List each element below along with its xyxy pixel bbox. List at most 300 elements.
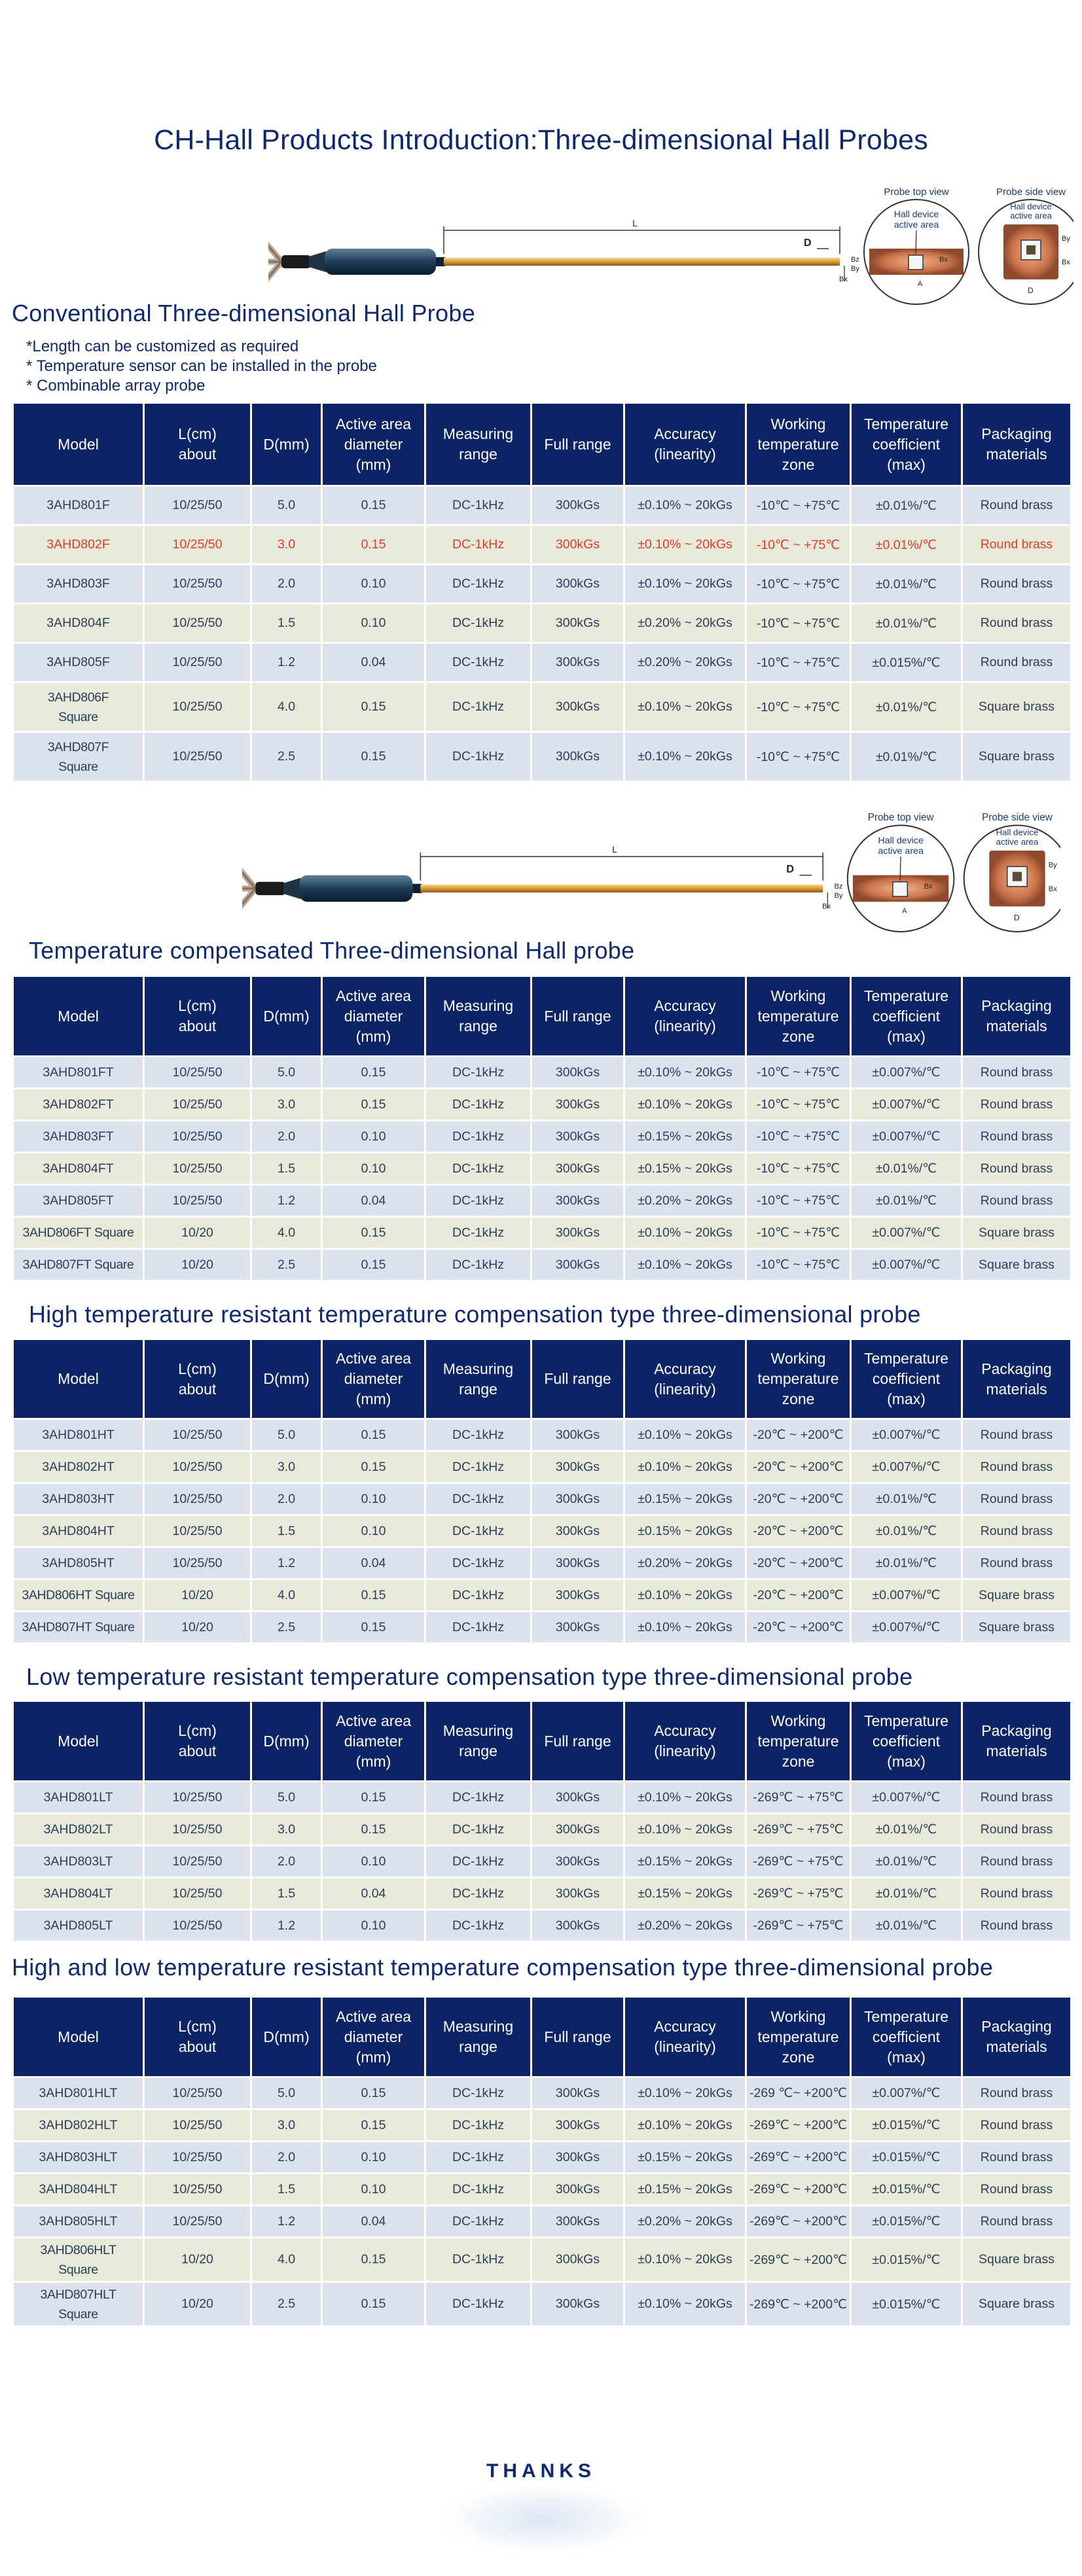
- table-cell: -269 ℃~ +200℃: [746, 2077, 851, 2109]
- column-header: Temperature coefficient (max): [851, 1997, 962, 2077]
- table-cell: 0.10: [322, 1483, 425, 1515]
- table-cell: DC-1kHz: [425, 2238, 532, 2282]
- table-row: [13, 1814, 1072, 1846]
- table-cell: DC-1kHz: [425, 565, 532, 604]
- table-cell: 10/25/50: [144, 1782, 251, 1814]
- table-cell: 0.10: [322, 1121, 425, 1153]
- table-cell: DC-1kHz: [425, 1612, 532, 1644]
- table-cell: ±0.20% ~ 20kGs: [624, 1547, 746, 1579]
- notes-list: [26, 337, 377, 396]
- table-cell: 0.04: [322, 1547, 425, 1579]
- table-cell: ±0.015%/℃: [851, 2142, 962, 2174]
- table-cell: Round brass: [962, 1846, 1072, 1878]
- side-view-label: Probe side view: [996, 186, 1066, 198]
- table-cell: 5.0: [251, 1057, 322, 1089]
- table-cell: 3AHD805F: [13, 643, 144, 682]
- table-cell: 300kGs: [532, 1121, 624, 1153]
- column-header: Accuracy (linearity): [624, 403, 746, 486]
- note-item: * Combinable array probe: [26, 377, 206, 395]
- table-cell: 300kGs: [532, 643, 624, 682]
- table-cell: ±0.01%/℃: [851, 1185, 962, 1217]
- table-cell: ±0.01%/℃: [851, 1814, 962, 1846]
- table-cell: 10/25/50: [144, 1878, 251, 1910]
- by-label: By: [834, 892, 843, 900]
- table-cell: 0.15: [322, 1451, 425, 1483]
- table-row: [13, 2206, 1072, 2238]
- table-cell: 0.15: [322, 1419, 425, 1451]
- column-header: Temperature coefficient (max): [851, 1701, 962, 1782]
- table-cell: 4.0: [251, 1579, 322, 1612]
- column-header: Accuracy (linearity): [624, 1701, 746, 1782]
- table-cell: 3AHD802LT: [13, 1814, 144, 1846]
- bx-label: Bx: [822, 902, 831, 911]
- svg-text:Hall device: Hall device: [1010, 202, 1052, 211]
- column-header: Accuracy (linearity): [624, 976, 746, 1057]
- table-row: [13, 486, 1072, 525]
- table-row: [13, 565, 1072, 604]
- table-cell: DC-1kHz: [425, 1089, 532, 1121]
- table-cell: DC-1kHz: [425, 1249, 532, 1281]
- table-row: [13, 1782, 1072, 1814]
- table-cell: 300kGs: [532, 1782, 624, 1814]
- table-cell: 3AHD802HLT: [13, 2109, 144, 2142]
- table-cell: 3AHD806F Square: [13, 682, 144, 732]
- table-cell: 2.0: [251, 1121, 322, 1153]
- table-header-row: [13, 1997, 1072, 2077]
- table-cell: ±0.01%/℃: [851, 1483, 962, 1515]
- table-cell: -10℃ ~ +75℃: [746, 1153, 851, 1185]
- table-cell: 0.10: [322, 2174, 425, 2206]
- table-cell: 10/25/50: [144, 604, 251, 643]
- table-cell: -20℃ ~ +200℃: [746, 1451, 851, 1483]
- table-cell: 10/25/50: [144, 1185, 251, 1217]
- table-cell: 3AHD803LT: [13, 1846, 144, 1878]
- table-row: [13, 2238, 1072, 2282]
- table-cell: 300kGs: [532, 486, 624, 525]
- table-cell: ±0.01%/℃: [851, 1846, 962, 1878]
- table-cell: 1.2: [251, 643, 322, 682]
- table-cell: 1.2: [251, 1547, 322, 1579]
- probe-diagram-2: [242, 808, 1060, 936]
- bz-label: Bz: [834, 882, 843, 891]
- probe-rod: [444, 258, 840, 266]
- table-cell: 3AHD804HT: [13, 1515, 144, 1547]
- table-cell: 0.15: [322, 1612, 425, 1644]
- table-cell: 3AHD802HT: [13, 1451, 144, 1483]
- column-header: D(mm): [251, 1997, 322, 2077]
- thanks-footer: THANKS: [486, 2460, 596, 2482]
- footer-glow: [445, 2486, 641, 2552]
- table-cell: 10/25/50: [144, 1121, 251, 1153]
- table-cell: 10/25/50: [144, 1846, 251, 1878]
- table-cell: 300kGs: [532, 1579, 624, 1612]
- table-cell: 1.5: [251, 2174, 322, 2206]
- column-header: Packaging materials: [962, 976, 1072, 1057]
- table-row: [13, 1612, 1072, 1644]
- column-header: Temperature coefficient (max): [851, 1339, 962, 1419]
- table-cell: 300kGs: [532, 1612, 624, 1644]
- table-cell: 10/25/50: [144, 1547, 251, 1579]
- table-cell: 3AHD807FT Square: [13, 1249, 144, 1281]
- table-cell: 300kGs: [532, 1249, 624, 1281]
- table-row: [13, 1121, 1072, 1153]
- table-cell: 300kGs: [532, 1878, 624, 1910]
- table-cell: DC-1kHz: [425, 1121, 532, 1153]
- table-cell: ±0.15% ~ 20kGs: [624, 2174, 746, 2206]
- table-cell: 10/25/50: [144, 1483, 251, 1515]
- table-cell: -269℃ ~ +200℃: [746, 2206, 851, 2238]
- table-cell: DC-1kHz: [425, 1515, 532, 1547]
- table-cell: ±0.007%/℃: [851, 1217, 962, 1249]
- table-cell: Square brass: [962, 1249, 1072, 1281]
- table-cell: 3.0: [251, 525, 322, 565]
- table-cell: ±0.15% ~ 20kGs: [624, 1483, 746, 1515]
- table-cell: ±0.01%/℃: [851, 1547, 962, 1579]
- probe-sleeve: [325, 249, 436, 275]
- table-cell: ±0.01%/℃: [851, 604, 962, 643]
- table-row: [13, 1515, 1072, 1547]
- table-cell: 300kGs: [532, 1217, 624, 1249]
- table-cell: Round brass: [962, 1782, 1072, 1814]
- table-cell: Square brass: [962, 1217, 1072, 1249]
- table-cell: ±0.10% ~ 20kGs: [624, 1089, 746, 1121]
- column-header: Packaging materials: [962, 403, 1072, 486]
- table-cell: ±0.10% ~ 20kGs: [624, 2109, 746, 2142]
- table-row: [13, 1910, 1072, 1942]
- table-cell: DC-1kHz: [425, 2174, 532, 2206]
- table-cell: ±0.007%/℃: [851, 1249, 962, 1281]
- table-cell: -20℃ ~ +200℃: [746, 1483, 851, 1515]
- table-cell: -10℃ ~ +75℃: [746, 732, 851, 782]
- table-cell: 300kGs: [532, 2282, 624, 2327]
- table-cell: 10/25/50: [144, 1419, 251, 1451]
- table-row: [13, 1451, 1072, 1483]
- table-cell: 0.15: [322, 1814, 425, 1846]
- table-row: [13, 1185, 1072, 1217]
- column-header: Measuring range: [425, 976, 532, 1057]
- table-cell: 0.10: [322, 565, 425, 604]
- column-header: Full range: [532, 1701, 624, 1782]
- table-high-low-temp: [12, 1996, 1072, 2327]
- table-cell: 3AHD803F: [13, 565, 144, 604]
- table-row: [13, 682, 1072, 732]
- table-row: [13, 1846, 1072, 1878]
- table-cell: Round brass: [962, 604, 1072, 643]
- table-cell: DC-1kHz: [425, 643, 532, 682]
- table-cell: 3AHD806HT Square: [13, 1579, 144, 1612]
- table-cell: DC-1kHz: [425, 1217, 532, 1249]
- table-cell: Round brass: [962, 1121, 1072, 1153]
- svg-text:active area: active area: [1010, 211, 1052, 221]
- table-row: [13, 1249, 1072, 1281]
- by-label: By: [851, 265, 859, 273]
- table-cell: ±0.10% ~ 20kGs: [624, 682, 746, 732]
- table-cell: -10℃ ~ +75℃: [746, 643, 851, 682]
- table-row: [13, 643, 1072, 682]
- table-cell: ±0.015%/℃: [851, 2238, 962, 2282]
- column-header: Model: [13, 1997, 144, 2077]
- table-cell: 2.5: [251, 732, 322, 782]
- table-cell: ±0.015%/℃: [851, 2206, 962, 2238]
- table-cell: -269℃ ~ +75℃: [746, 1878, 851, 1910]
- table-cell: Round brass: [962, 486, 1072, 525]
- table-cell: 10/25/50: [144, 1153, 251, 1185]
- column-header: Temperature coefficient (max): [851, 976, 962, 1057]
- table-cell: 3AHD801HT: [13, 1419, 144, 1451]
- column-header: Active area diameter (mm): [322, 976, 425, 1057]
- table-cell: 0.15: [322, 1782, 425, 1814]
- table-cell: DC-1kHz: [425, 486, 532, 525]
- table-cell: ±0.007%/℃: [851, 1057, 962, 1089]
- column-header: Working temperature zone: [746, 1701, 851, 1782]
- probe-top-view: [864, 200, 969, 304]
- table-cell: 10/25/50: [144, 1451, 251, 1483]
- table-cell: 2.0: [251, 565, 322, 604]
- table-cell: -20℃ ~ +200℃: [746, 1612, 851, 1644]
- table-cell: -269℃ ~ +75℃: [746, 1846, 851, 1878]
- table-cell: Round brass: [962, 1057, 1072, 1089]
- column-header: Model: [13, 1339, 144, 1419]
- table-cell: -269℃ ~ +200℃: [746, 2142, 851, 2174]
- table-cell: 3AHD805HLT: [13, 2206, 144, 2238]
- column-header: L(cm) about: [144, 403, 251, 486]
- probe-side-view: [964, 825, 1060, 932]
- table-cell: 0.10: [322, 1153, 425, 1185]
- table-cell: ±0.007%/℃: [851, 1579, 962, 1612]
- table-cell: 10/20: [144, 1217, 251, 1249]
- table-cell: -10℃ ~ +75℃: [746, 682, 851, 732]
- column-header: Working temperature zone: [746, 976, 851, 1057]
- table-cell: 0.15: [322, 1089, 425, 1121]
- table-cell: 3.0: [251, 2109, 322, 2142]
- table-cell: 2.5: [251, 2282, 322, 2327]
- table-cell: 1.2: [251, 1185, 322, 1217]
- table-cell: 10/20: [144, 1249, 251, 1281]
- table-cell: 1.5: [251, 1153, 322, 1185]
- table-cell: Square brass: [962, 1612, 1072, 1644]
- table-cell: Round brass: [962, 1185, 1072, 1217]
- table-cell: ±0.20% ~ 20kGs: [624, 2206, 746, 2238]
- table-cell: 0.15: [322, 2282, 425, 2327]
- column-header: L(cm) about: [144, 976, 251, 1057]
- table-row: [13, 1057, 1072, 1089]
- diameter-label: D: [786, 863, 795, 875]
- table-cell: 3AHD801F: [13, 486, 144, 525]
- column-header: Working temperature zone: [746, 1339, 851, 1419]
- table-cell: 10/25/50: [144, 486, 251, 525]
- table-header-row: [13, 403, 1072, 486]
- table-cell: Round brass: [962, 1483, 1072, 1515]
- column-header: Active area diameter (mm): [322, 1339, 425, 1419]
- table-cell: DC-1kHz: [425, 1451, 532, 1483]
- table-cell: 10/25/50: [144, 682, 251, 732]
- table-row: [13, 2174, 1072, 2206]
- table-cell: 300kGs: [532, 2174, 624, 2206]
- column-header: D(mm): [251, 1339, 322, 1419]
- svg-text:By: By: [1062, 235, 1070, 243]
- table-cell: 0.04: [322, 2206, 425, 2238]
- table-cell: 5.0: [251, 1419, 322, 1451]
- table-cell: Round brass: [962, 1910, 1072, 1942]
- table-cell: DC-1kHz: [425, 2206, 532, 2238]
- table-cell: ±0.10% ~ 20kGs: [624, 1782, 746, 1814]
- table-high-temp: [12, 1338, 1072, 1644]
- table-cell: 4.0: [251, 1217, 322, 1249]
- side-view-label: Probe side view: [982, 812, 1053, 824]
- column-header: D(mm): [251, 403, 322, 486]
- table-cell: DC-1kHz: [425, 1185, 532, 1217]
- table-cell: 3AHD806HLT Square: [13, 2238, 144, 2282]
- table-cell: 0.10: [322, 2142, 425, 2174]
- table-cell: DC-1kHz: [425, 1547, 532, 1579]
- table-cell: 300kGs: [532, 1153, 624, 1185]
- table-cell: ±0.015%/℃: [851, 643, 962, 682]
- table-cell: DC-1kHz: [425, 2077, 532, 2109]
- page-title: CH-Hall Products Introduction:Three-dimensional Hall Probes: [154, 124, 928, 156]
- svg-text:Bx: Bx: [924, 882, 933, 891]
- cable-wires: [242, 868, 300, 908]
- table-cell: Round brass: [962, 2077, 1072, 2109]
- table-cell: 10/25/50: [144, 2109, 251, 2142]
- table-cell: ±0.10% ~ 20kGs: [624, 525, 746, 565]
- table-cell: ±0.10% ~ 20kGs: [624, 565, 746, 604]
- table-cell: -10℃ ~ +75℃: [746, 1057, 851, 1089]
- table-cell: Round brass: [962, 2109, 1072, 2142]
- table-cell: ±0.10% ~ 20kGs: [624, 1419, 746, 1451]
- column-header: Measuring range: [425, 403, 532, 486]
- column-header: Model: [13, 976, 144, 1057]
- table-cell: ±0.007%/℃: [851, 1612, 962, 1644]
- table-cell: Round brass: [962, 1089, 1072, 1121]
- column-header: Temperature coefficient (max): [851, 403, 962, 486]
- table-cell: 10/20: [144, 1612, 251, 1644]
- table-cell: ±0.10% ~ 20kGs: [624, 1249, 746, 1281]
- table-cell: DC-1kHz: [425, 1483, 532, 1515]
- table-cell: 0.15: [322, 525, 425, 565]
- column-header: Model: [13, 403, 144, 486]
- column-header: Accuracy (linearity): [624, 1997, 746, 2077]
- table-cell: ±0.01%/℃: [851, 565, 962, 604]
- table-cell: 0.15: [322, 2238, 425, 2282]
- table-cell: 300kGs: [532, 732, 624, 782]
- table-cell: 300kGs: [532, 1089, 624, 1121]
- table-cell: 300kGs: [532, 1814, 624, 1846]
- table-cell: 1.2: [251, 1910, 322, 1942]
- section-title-high-low-temp: High and low temperature resistant temperature compensation type three-dimensional probe: [12, 1954, 994, 1981]
- table-cell: -10℃ ~ +75℃: [746, 1185, 851, 1217]
- table-cell: Round brass: [962, 643, 1072, 682]
- column-header: L(cm) about: [144, 1997, 251, 2077]
- table-cell: DC-1kHz: [425, 1782, 532, 1814]
- table-cell: 4.0: [251, 2238, 322, 2282]
- table-cell: DC-1kHz: [425, 525, 532, 565]
- table-cell: ±0.15% ~ 20kGs: [624, 1153, 746, 1185]
- top-view-label: Probe top view: [884, 186, 949, 198]
- table-cell: ±0.01%/℃: [851, 1515, 962, 1547]
- table-cell: 0.04: [322, 643, 425, 682]
- table-cell: -269℃ ~ +200℃: [746, 2174, 851, 2206]
- table-cell: 10/25/50: [144, 2077, 251, 2109]
- table-cell: 3.0: [251, 1451, 322, 1483]
- table-cell: ±0.01%/℃: [851, 1910, 962, 1942]
- table-cell: 2.0: [251, 1846, 322, 1878]
- table-cell: Round brass: [962, 1814, 1072, 1846]
- table-cell: DC-1kHz: [425, 1814, 532, 1846]
- table-cell: 300kGs: [532, 1185, 624, 1217]
- table-row: [13, 525, 1072, 565]
- table-cell: 2.5: [251, 1612, 322, 1644]
- probe-side-view: [979, 200, 1073, 304]
- column-header: L(cm) about: [144, 1339, 251, 1419]
- table-cell: 300kGs: [532, 1419, 624, 1451]
- table-cell: 10/25/50: [144, 1910, 251, 1942]
- table-row: [13, 2142, 1072, 2174]
- table-cell: 3AHD802F: [13, 525, 144, 565]
- table-cell: 10/25/50: [144, 1057, 251, 1089]
- table-header-row: [13, 976, 1072, 1057]
- table-cell: ±0.01%/℃: [851, 486, 962, 525]
- note-item: *Length can be customized as required: [26, 338, 299, 355]
- table-cell: 3.0: [251, 1814, 322, 1846]
- column-header: Active area diameter (mm): [322, 1701, 425, 1782]
- table-cell: DC-1kHz: [425, 1579, 532, 1612]
- table-cell: Round brass: [962, 1419, 1072, 1451]
- table-cell: 3AHD803HT: [13, 1483, 144, 1515]
- table-cell: 300kGs: [532, 2142, 624, 2174]
- table-cell: ±0.01%/℃: [851, 682, 962, 732]
- probe-diagram-1: [268, 183, 1073, 308]
- table-cell: DC-1kHz: [425, 1419, 532, 1451]
- table-cell: ±0.15% ~ 20kGs: [624, 1878, 746, 1910]
- table-cell: ±0.15% ~ 20kGs: [624, 1846, 746, 1878]
- table-cell: ±0.01%/℃: [851, 1153, 962, 1185]
- table-cell: 300kGs: [532, 604, 624, 643]
- table-cell: ±0.20% ~ 20kGs: [624, 1910, 746, 1942]
- table-cell: 10/25/50: [144, 1089, 251, 1121]
- table-cell: 1.5: [251, 1515, 322, 1547]
- table-conventional: [12, 402, 1072, 783]
- table-cell: ±0.10% ~ 20kGs: [624, 1217, 746, 1249]
- table-cell: 300kGs: [532, 1910, 624, 1942]
- table-cell: ±0.007%/℃: [851, 2077, 962, 2109]
- table-cell: Round brass: [962, 1153, 1072, 1185]
- table-cell: 3AHD807HLT Square: [13, 2282, 144, 2327]
- table-row: [13, 1878, 1072, 1910]
- table-cell: 4.0: [251, 682, 322, 732]
- probe-rod: [420, 885, 823, 892]
- table-cell: -10℃ ~ +75℃: [746, 1217, 851, 1249]
- table-cell: 300kGs: [532, 1547, 624, 1579]
- table-cell: 3AHD805HT: [13, 1547, 144, 1579]
- table-row: [13, 1579, 1072, 1612]
- table-row: [13, 1153, 1072, 1185]
- bz-label: Bz: [851, 256, 859, 264]
- svg-text:D: D: [1013, 913, 1020, 923]
- table-cell: ±0.007%/℃: [851, 1451, 962, 1483]
- table-cell: 0.10: [322, 1910, 425, 1942]
- table-cell: Round brass: [962, 1451, 1072, 1483]
- table-cell: DC-1kHz: [425, 2142, 532, 2174]
- table-cell: -10℃ ~ +75℃: [746, 1089, 851, 1121]
- table-cell: 1.2: [251, 2206, 322, 2238]
- table-cell: 300kGs: [532, 525, 624, 565]
- section-title-high-temp: High temperature resistant temperature compensation type three-dimensional probe: [29, 1301, 921, 1328]
- table-cell: ±0.015%/℃: [851, 2174, 962, 2206]
- probe-sleeve: [299, 875, 412, 902]
- svg-text:A: A: [902, 907, 907, 915]
- svg-text:active area: active area: [996, 836, 1039, 847]
- table-cell: 3AHD801LT: [13, 1782, 144, 1814]
